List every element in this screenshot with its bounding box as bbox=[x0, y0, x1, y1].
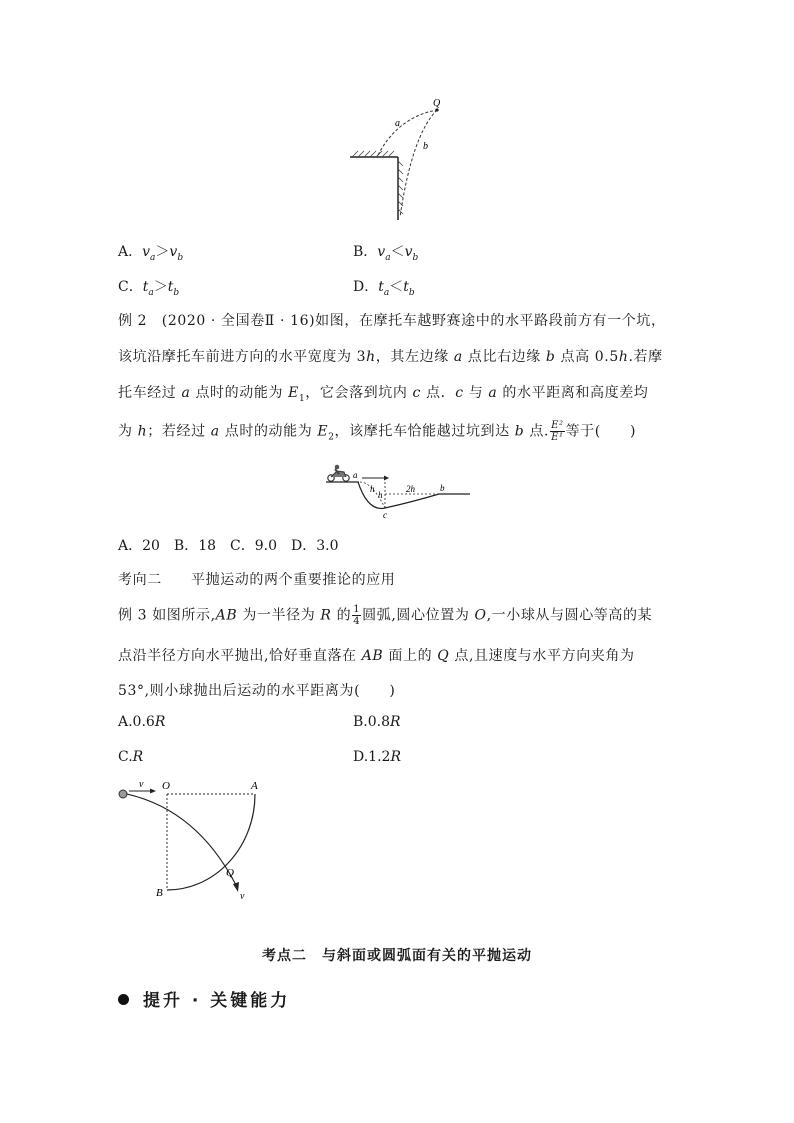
option-c: C．$t_a>t_b$ bbox=[118, 279, 180, 298]
example2-answers: A．20 B．18 C．9.0 D．3.0 bbox=[118, 538, 339, 554]
label-b3: B bbox=[156, 887, 163, 899]
example2-line1: 例 2 (2020 · 全国卷Ⅱ · 16)如图，在摩托车越野赛途中的水平路段前方有一个坑， bbox=[118, 313, 666, 329]
figure-motorcycle-pit bbox=[322, 462, 472, 522]
figure-wall-trajectories bbox=[340, 95, 460, 225]
bullet-icon bbox=[118, 994, 129, 1005]
fraction-quarter: $\frac{1}{4}$ bbox=[353, 604, 361, 627]
direction-2-heading: 考向二 平抛运动的两个重要推论的应用 bbox=[118, 572, 396, 588]
label-b: b bbox=[423, 141, 428, 152]
example3-option-c: C.R bbox=[118, 749, 144, 765]
label-v2: v bbox=[240, 891, 245, 902]
label-2h: 2h bbox=[406, 484, 415, 494]
fraction-e2-e1: $\frac{\text{E²}}{\text{E¹}}$ bbox=[551, 420, 564, 443]
example3-line1: 例 3 如图所示,AB 为一半径为 R 的 $\frac{1}{4}$ 圆弧,圆心位置为 O,一小球从与圆心等高的某 bbox=[118, 604, 653, 627]
label-a2: a bbox=[353, 470, 358, 480]
label-v1: v bbox=[139, 779, 144, 790]
option-d: D．$t_a<t_b$ bbox=[353, 279, 415, 298]
option-b: B．$v_a<v_b$ bbox=[353, 244, 419, 263]
label-h1: h bbox=[370, 484, 375, 494]
figure-quarter-arc bbox=[112, 775, 272, 905]
motorcycle-icon bbox=[328, 465, 349, 482]
label-a3: A bbox=[251, 780, 258, 792]
skill-heading: 提升 · 关键能力 bbox=[118, 986, 290, 1011]
example3-option-d: D.1.2R bbox=[353, 749, 401, 765]
example2-line3: 托车经过 a 点时的动能为 $E_1$，它会落到坑内 c 点．c 与 a 的水平距离和高度差均 bbox=[118, 385, 649, 404]
label-c: c bbox=[383, 510, 387, 520]
label-q3: Q bbox=[226, 867, 234, 879]
example3-option-b: B.0.8R bbox=[353, 714, 401, 730]
label-o: O bbox=[162, 780, 170, 792]
example2-line2: 该坑沿摩托车前进方向的水平宽度为 3h，其左边缘 a 点比右边缘 b 点高 0.5h.若摩 bbox=[118, 349, 663, 365]
label-q: Q bbox=[433, 98, 441, 109]
example3-option-a: A.0.6R bbox=[118, 714, 166, 730]
option-a: A．$v_a>v_b$ bbox=[118, 244, 184, 263]
label-b2: b bbox=[440, 483, 445, 493]
label-h2: h bbox=[378, 490, 383, 500]
section-title: 考点二 与斜面或圆弧面有关的平抛运动 bbox=[262, 948, 532, 964]
example2-line4: 为 h；若经过 a 点时的动能为 $E_2$，该摩托车恰能越过坑到达 b 点. $\frac{\text{E²}}{\text{E¹}}$ 等于( ) bbox=[118, 420, 637, 443]
example3-line3: 53°,则小球抛出后运动的水平距离为( ) bbox=[118, 683, 396, 699]
label-a: a bbox=[395, 118, 400, 129]
example3-line2: 点沿半径方向水平抛出,恰好垂直落在 AB 面上的 Q 点,且速度与水平方向夹角为 bbox=[118, 648, 635, 664]
